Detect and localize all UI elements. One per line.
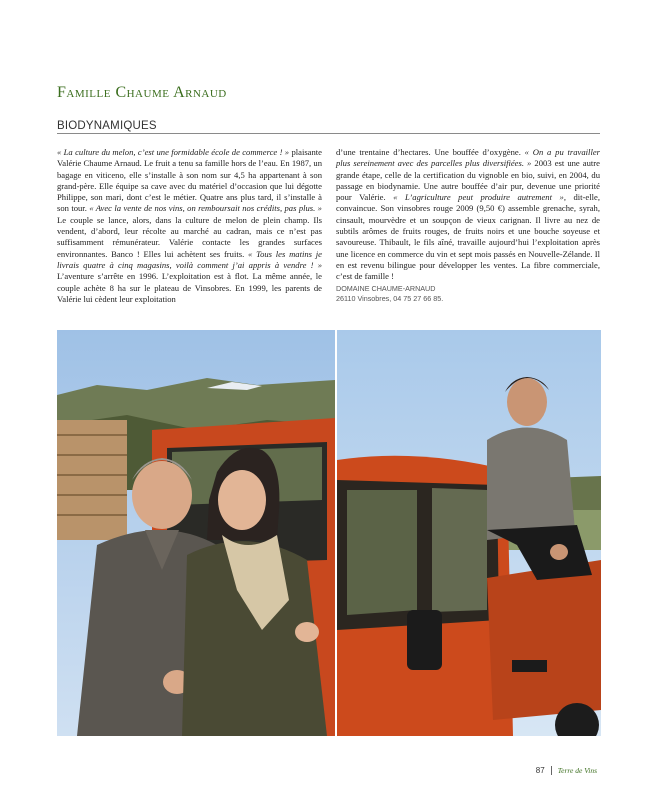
page-footer xyxy=(536,766,597,775)
section-heading: BIODYNAMIQUES xyxy=(57,120,600,134)
domain-contact: 26110 Vinsobres, 04 75 27 66 85. xyxy=(336,294,444,303)
domain-address xyxy=(336,284,600,304)
article-text-left: « La culture du melon, c’est une formidable école de commerce ! » plaisante Valérie Chaume Arnaud. Le fruit a tenu sa famille hors de l’eau. En 1987, un bagage en viticeno, elle s’installe à son nom sur 4,5 ha appartenant à son grand-père. Elle équipe sa cave avec du matériel d’occasion que lui dégotte Philippe, son mari, dont c’est le métier. Quatre ans plus tard, il s’installe à son tour. « Avec la vente de nos vins, on remboursait nos crédits, pas plus. » Le couple se lance, alors, dans la culture de melon de plein champ. Ils vendent, d’abord, leur récolte au marché au cadran, mais ce n’est pas suffisamment rémunérateur. Valérie contacte les grandes surfaces environnantes. Banco ! Elles lui achètent ses fruits. « Tous les matins je livrais quatre à cinq magasins, voilà comment j’ai appris à vendre ! » L’aventure s’arrête en 1996. L’exploitation est à flot. La même année, le couple achète 8 ha sur le plateau de Vinsobres. En 1999, les parents de Valérie lui cèdent leur exploitation xyxy=(57,147,322,304)
photo-son-on-truck xyxy=(337,330,601,736)
article-column-right xyxy=(336,147,600,283)
article-column-left xyxy=(57,147,322,305)
magazine-logo: Terre de Vins xyxy=(557,766,597,775)
domain-name: DOMAINE CHAUME-ARNAUD xyxy=(336,284,436,293)
article-text-right: d’une trentaine d’hectares. Une bouffée d’oxygène. « On a pu travailler plus sereinement avec des parcelles plus diversifiées. » 2003 est une autre grande étape, celle de la certification du vignoble en bio, suivi, en 2004, du passage en biodynamie. Une autre bouffée d’air pur, devenue une priorité pour Valérie. « L’agriculture peut produire autrement », dit-elle, convaincue. Son vinsobres rouge 2009 (9,50 €) assemble grenache, syrah, cinsault, mourvèdre et un soupçon de vieux carignan. Il livre au nez de subtils arômes de fruits rouges, de fruits noirs et une bouche soyeuse et savoureuse. Thibault, le fils aîné, travaille aujourd’hui l’exploitation après une licence en commerce du vin et sept mois passés en Nouvelle-Zélande. Il en est revenu bilingue pour développer les ventes. La fibre commerciale, c’est de famille ! xyxy=(336,147,600,282)
photo-couple xyxy=(57,330,335,736)
footer-divider xyxy=(551,766,552,775)
article-title: Famille Chaume Arnaud xyxy=(57,84,227,101)
page-number: 87 xyxy=(535,766,545,775)
